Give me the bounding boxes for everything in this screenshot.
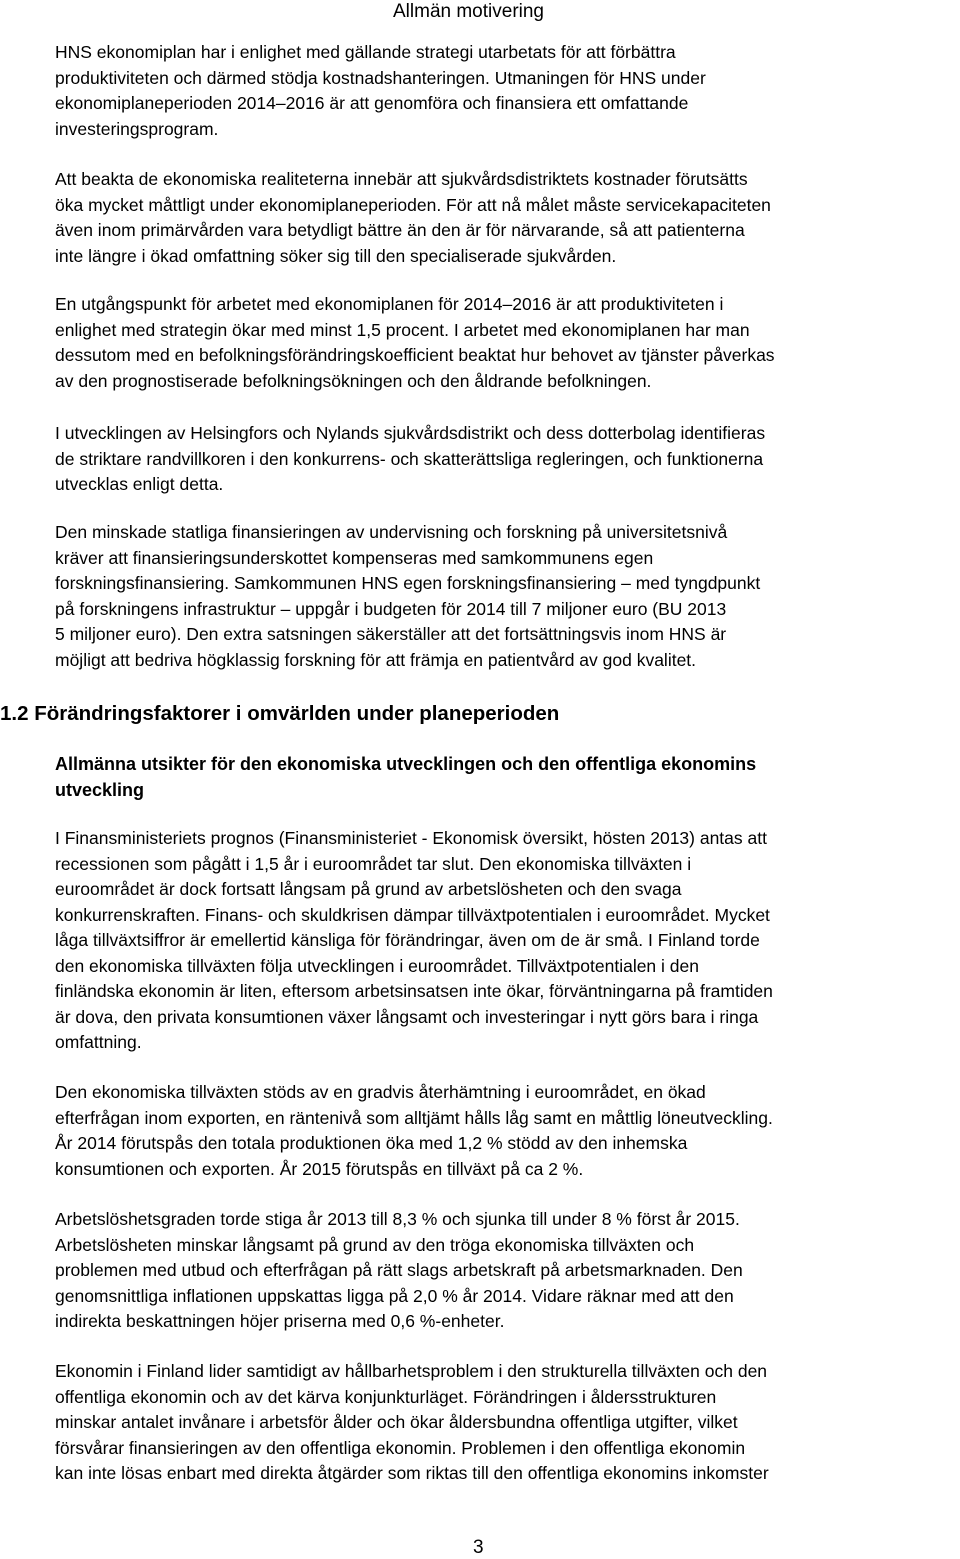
- heading-line: Allmänna utsikter för den ekonomiska utvecklingen och den offentliga ekonomins: [55, 754, 757, 774]
- text-line: de striktare randvillkoren i den konkurrens- och skatterättsliga regleringen, och funktionerna: [55, 448, 764, 469]
- paragraph-1: [55, 40, 960, 142]
- text-line: I utvecklingen av Helsingfors och Nylands sjukvårdsdistrikt och dess dotterbolag identifieras: [55, 423, 766, 443]
- text-line: dessutom med en befolkningsförändringskoefficient beaktat hur behovet av tjänster påverkas: [55, 345, 775, 365]
- section-heading: 1.2 Förändringsfaktorer i omvärlden under planeperioden: [0, 702, 560, 725]
- text-line: möjligt att bedriva högklassig forskning för att främja en patientvård av god kvalitet.: [55, 649, 697, 670]
- text-line: kräver att finansieringsunderskottet kompenseras med samkommunens egen: [55, 547, 654, 568]
- text-line: genomsnittliga inflationen uppskattas ligga på 2,0 % år 2014. Vidare räknar med att den: [55, 1285, 734, 1306]
- paragraph-5: [55, 520, 960, 673]
- text-line: även inom primärvården vara betydligt bättre än den är för närvarande, så att patienterna: [55, 220, 745, 240]
- text-line: euroområdet är dock fortsatt långsam på grund av arbetslösheten och den svaga: [55, 879, 682, 899]
- text-line: försvårar finansieringen av den offentliga ekonomin. Problemen i den offentliga ekonomin: [55, 1437, 746, 1458]
- text-line: utvecklas enligt detta.: [55, 474, 224, 494]
- text-line: recessionen som pågått i 1,5 år i euroområdet tar slut. Den ekonomiska tillväxten i: [55, 853, 692, 874]
- text-line: produktiviteten och därmed stödja kostnadshanteringen. Utmaningen för HNS under: [55, 67, 706, 88]
- text-line: År 2014 förutspås den totala produktionen öka med 1,2 % stödd av den inhemska: [55, 1133, 688, 1153]
- text-line: av den prognostiserade befolkningsökningen och den åldrande befolkningen.: [55, 370, 652, 391]
- text-line: är dova, den privata konsumtionen växer långsamt och investeringar i nytt görs bara i ringa: [55, 1006, 759, 1027]
- text-line: En utgångspunkt för arbetet med ekonomiplanen för 2014–2016 är att produktiviteten i: [55, 294, 724, 314]
- subsection-heading: [55, 751, 756, 803]
- text-line: kan inte lösas enbart med direkta åtgärder som riktas till den offentliga ekonomins inkomster: [55, 1463, 769, 1483]
- text-line: öka mycket måttligt under ekonomiplaneperioden. För att nå målet måste servicekapaciteten: [55, 194, 771, 215]
- paragraph-9: [55, 1359, 960, 1487]
- text-line: den ekonomiska tillväxten följa utvecklingen i euroområdet. Tillväxtpotentialen i den: [55, 955, 699, 976]
- text-line: Den ekonomiska tillväxten stöds av en gradvis återhämtning i euroområdet, en ökad: [55, 1082, 706, 1102]
- text-line: Arbetslöshetsgraden torde stiga år 2013 till 8,3 % och sjunka till under 8 % först år 2015.: [55, 1209, 740, 1229]
- text-line: konsumtionen och exporten. År 2015 förutspås en tillväxt på ca 2 %.: [55, 1158, 584, 1179]
- paragraph-3: [55, 292, 960, 394]
- paragraph-2: [55, 167, 960, 269]
- paragraph-4: [55, 421, 960, 498]
- text-line: offentliga ekonomin och av det kärva konjunkturläget. Förändringen i åldersstrukturen: [55, 1386, 717, 1407]
- paragraph-8: [55, 1207, 960, 1335]
- page-number: 3: [473, 1537, 484, 1558]
- text-line: efterfrågan inom exporten, en räntenivå som alltjämt hålls låg samt en måttlig löneutveckling.: [55, 1107, 773, 1128]
- text-line: problemen med utbud och efterfrågan på rätt slags arbetskraft på arbetsmarknaden. Den: [55, 1260, 743, 1280]
- paragraph-6: [55, 826, 960, 1056]
- text-line: konkurrenskraften. Finans- och skuldkrisen dämpar tillväxtpotentialen i euroområdet. Mycket: [55, 904, 770, 925]
- text-line: ekonomiplaneperioden 2014–2016 är att genomföra och finansiera ett omfattande: [55, 93, 689, 113]
- text-line: Den minskade statliga finansieringen av undervisning och forskning på universitetsnivå: [55, 522, 728, 542]
- paragraph-7: [55, 1080, 960, 1182]
- text-line: inte längre i ökad omfattning söker sig till den specialiserade sjukvården.: [55, 245, 617, 266]
- text-line: Ekonomin i Finland lider samtidigt av hållbarhetsproblem i den strukturella tillväxten och den: [55, 1361, 768, 1381]
- text-line: finländska ekonomin är liten, eftersom arbetsinsatsen inte ökar, förväntningarna på framtiden: [55, 981, 773, 1001]
- text-line: Arbetslösheten minskar långsamt på grund av den tröga ekonomiska tillväxten och: [55, 1234, 695, 1255]
- text-line: omfattning.: [55, 1032, 142, 1052]
- running-header: Allmän motivering: [393, 1, 544, 22]
- heading-line: utveckling: [55, 780, 145, 800]
- text-line: I Finansministeriets prognos (Finansministeriet - Ekonomisk översikt, hösten 2013) antas att: [55, 828, 767, 848]
- text-line: investeringsprogram.: [55, 118, 219, 139]
- text-line: Att beakta de ekonomiska realiteterna innebär att sjukvårdsdistriktets kostnader förutsätts: [55, 169, 748, 189]
- text-line: HNS ekonomiplan har i enlighet med gällande strategi utarbetats för att förbättra: [55, 42, 676, 62]
- text-line: låga tillväxtsiffror är emellertid känsliga för förändringar, även om de är små. I Finland torde: [55, 930, 760, 950]
- text-line: på forskningens infrastruktur – uppgår i budgeten för 2014 till 7 miljoner euro (BU 2013: [55, 598, 727, 619]
- text-line: forskningsfinansiering. Samkommunen HNS egen forskningsfinansiering – med tyngdpunkt: [55, 573, 761, 593]
- text-line: indirekta beskattningen höjer priserna med 0,6 %-enheter.: [55, 1311, 505, 1331]
- text-line: minskar antalet invånare i arbetsför ålder och ökar åldersbundna offentliga utgifter, vilket: [55, 1412, 738, 1432]
- text-line: 5 miljoner euro). Den extra satsningen säkerställer att det fortsättningsvis inom HNS är: [55, 624, 727, 644]
- text-line: enlighet med strategin ökar med minst 1,5 procent. I arbetet med ekonomiplanen har man: [55, 319, 750, 340]
